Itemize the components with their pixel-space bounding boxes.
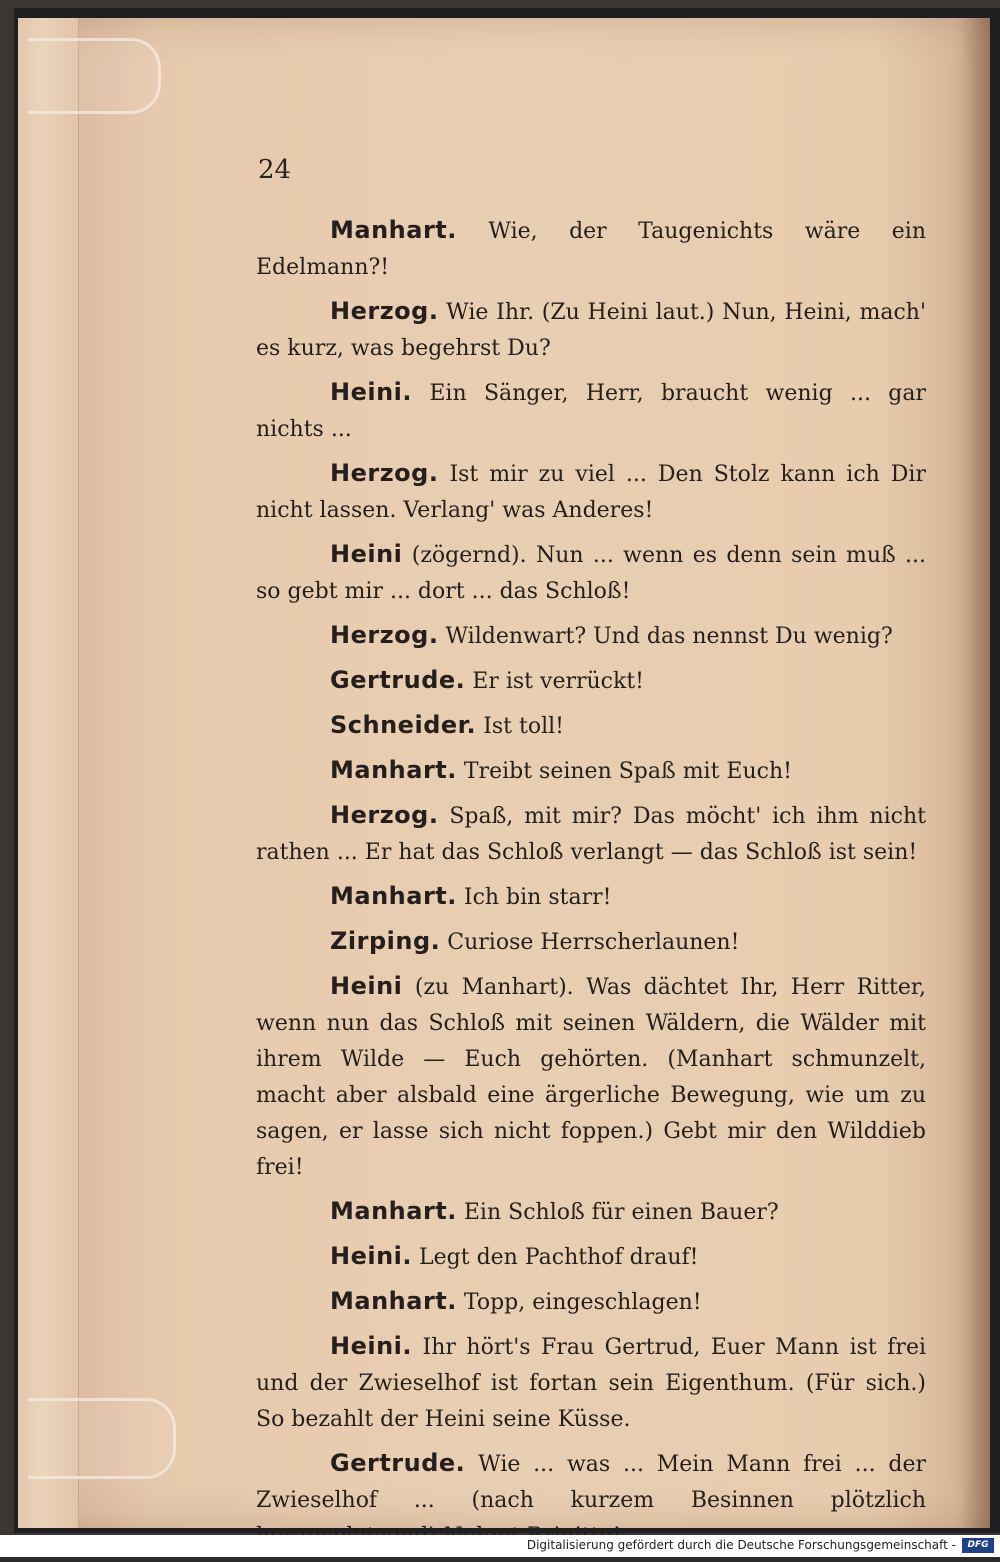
dialogue-text: Wie, der Taugenichts wäre ein Edelmann?! bbox=[256, 219, 926, 280]
play-text bbox=[256, 212, 926, 1562]
speaker-name: Manhart. bbox=[330, 1287, 457, 1315]
dialogue-paragraph bbox=[256, 662, 926, 700]
page-edge-strip bbox=[18, 18, 79, 1528]
speaker-name: Manhart. bbox=[330, 756, 457, 784]
dialogue-paragraph bbox=[256, 1283, 926, 1321]
dialogue-text: Treibt seinen Spaß mit Euch! bbox=[463, 759, 792, 784]
speaker-name: Heini. bbox=[330, 378, 413, 406]
dialogue-paragraph bbox=[256, 752, 926, 790]
dialogue-text: Ein Sänger, Herr, braucht wenig ... gar nichts ... bbox=[256, 381, 926, 442]
dialogue-paragraph bbox=[256, 1328, 926, 1438]
dialogue-text: Ist toll! bbox=[483, 714, 565, 739]
dialogue-text: (zögernd). Nun ... wenn es denn sein muß ... so gebt mir ... dort ... das Schloß! bbox=[256, 543, 926, 604]
dialogue-paragraph bbox=[256, 923, 926, 961]
dialogue-paragraph bbox=[256, 536, 926, 610]
speaker-name: Herzog. bbox=[330, 459, 439, 487]
dialogue-paragraph bbox=[256, 878, 926, 916]
page-number: 24 bbox=[258, 155, 292, 185]
footer-bar bbox=[0, 1535, 1000, 1557]
dialogue-paragraph bbox=[256, 617, 926, 655]
speaker-name: Gertrude. bbox=[330, 666, 466, 694]
dfg-logo-icon: DFG bbox=[962, 1538, 994, 1553]
dialogue-paragraph bbox=[256, 707, 926, 745]
speaker-name: Manhart. bbox=[330, 216, 457, 244]
funding-note: Digitalisierung gefördert durch die Deutsche Forschungsgemeinschaft - bbox=[526, 1538, 956, 1552]
paper-clip-bottom bbox=[28, 1398, 176, 1479]
dialogue-text: Wildenwart? Und das nennst Du wenig? bbox=[445, 624, 893, 649]
dialogue-text: Er ist verrückt! bbox=[472, 669, 644, 694]
speaker-name: Manhart. bbox=[330, 1197, 457, 1225]
speaker-name: Heini bbox=[330, 540, 403, 568]
speaker-name: Schneider. bbox=[330, 711, 477, 739]
dialogue-text: Wie Ihr. (Zu Heini laut.) Nun, Heini, mach' es kurz, was begehrst Du? bbox=[256, 300, 926, 361]
dialogue-paragraph bbox=[256, 968, 926, 1186]
dialogue-paragraph bbox=[256, 212, 926, 286]
speaker-name: Heini. bbox=[330, 1332, 413, 1360]
page-gutter-shadow bbox=[960, 18, 990, 1528]
dialogue-paragraph bbox=[256, 455, 926, 529]
speaker-name: Herzog. bbox=[330, 801, 439, 829]
dialogue-paragraph bbox=[256, 374, 926, 448]
dialogue-text: Spaß, mit mir? Das möcht' ich ihm nicht rathen ... Er hat das Schloß verlangt — das Schloß ist sein! bbox=[256, 804, 926, 865]
dialogue-paragraph bbox=[256, 797, 926, 871]
dialogue-text: Ist mir zu viel ... Den Stolz kann ich Dir nicht lassen. Verlang' was Anderes! bbox=[256, 462, 926, 523]
speaker-name: Zirping. bbox=[330, 927, 441, 955]
speaker-name: Manhart. bbox=[330, 882, 457, 910]
speaker-name: Gertrude. bbox=[330, 1449, 466, 1477]
dialogue-text: Curiose Herrscherlaunen! bbox=[447, 930, 740, 955]
paper-clip-top bbox=[28, 38, 161, 114]
dialogue-text: Topp, eingeschlagen! bbox=[463, 1290, 702, 1315]
dialogue-paragraph bbox=[256, 1238, 926, 1276]
dialogue-paragraph bbox=[256, 1193, 926, 1231]
dialogue-text: Ich bin starr! bbox=[463, 885, 612, 910]
dialogue-text: Legt den Pachthof drauf! bbox=[419, 1245, 699, 1270]
speaker-name: Heini. bbox=[330, 1242, 413, 1270]
dialogue-paragraph bbox=[256, 293, 926, 367]
speaker-name: Herzog. bbox=[330, 297, 439, 325]
dialogue-text: Ein Schloß für einen Bauer? bbox=[463, 1200, 779, 1225]
speaker-name: Heini bbox=[330, 972, 403, 1000]
dialogue-text: Wie ... was ... Mein Mann frei ... der Zwieselhof ... (nach kurzem Besinnen plötzlich bbox=[256, 1452, 927, 1513]
speaker-name: Herzog. bbox=[330, 621, 439, 649]
dialogue-text: (zu Manhart). Was dächtet Ihr, Herr Ritter, wenn nun das Schloß mit seinen Wäldern, die Wälder mit ihrem Wilde — Euch gehörten. (Manhart schmunzelt, macht aber alsbald eine ärgerliche Bewegung, wie um zu sagen, er lasse sich nicht foppen.) Gebt mir den Wilddieb frei! bbox=[256, 975, 926, 1180]
dialogue-text: Ihr hört's Frau Gertrud, Euer Mann ist frei und der Zwieselhof ist fortan sein Eigenthum. (Für sich.) So bezahlt der Heini seine Küsse. bbox=[256, 1335, 926, 1432]
